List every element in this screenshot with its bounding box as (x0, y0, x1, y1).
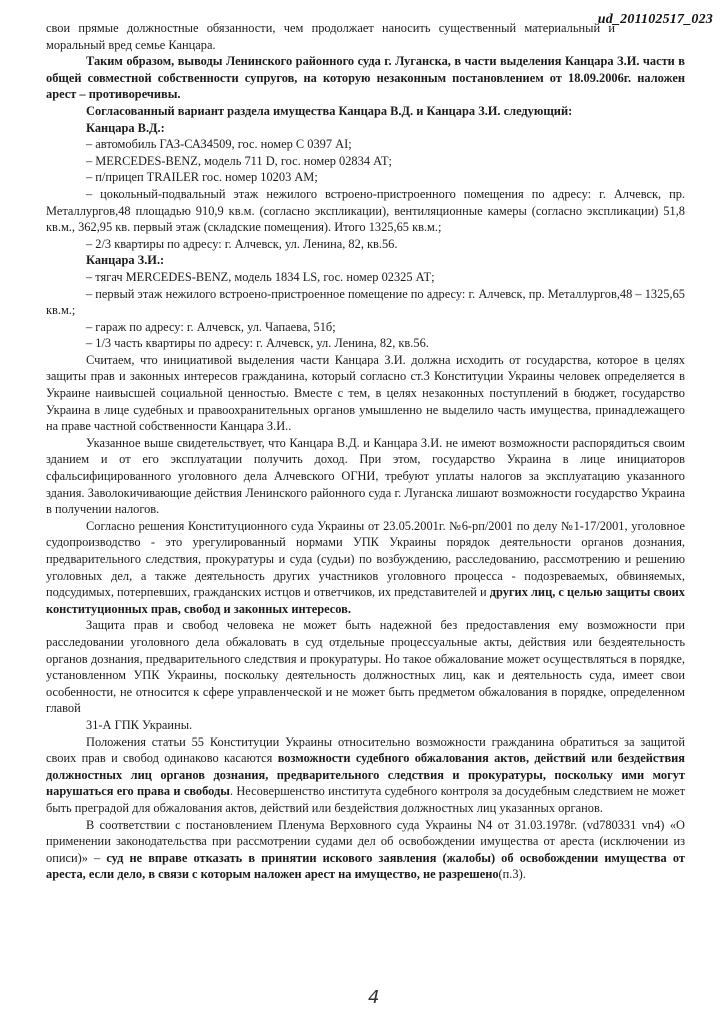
paragraph-conclusion: Таким образом, выводы Ленинского районного суда г. Луганска, в части выделения Канцара З.И. части в общей совместной собственности супругов, на которую незаконным постановлением от 18.09.2006г. наложен арест – противоречивы. (46, 54, 685, 102)
property-item: – первый этаж нежилого встроено-пристроенное помещение по адресу: г. Алчевск, пр. Металлургов,48 – 1325,65 кв.м.; (46, 286, 685, 318)
text-span: . Несовершенство института судебного контроля за досудебным следствием не может быть преградой для обжалования актов, действий или бездействия должностных лиц указанных органов. (46, 784, 686, 815)
paragraph-state-initiative: Считаем, что инициативой выделения части Канцара З.И. должна исходить от государства, которое в целях защиты прав и законных интересов гражданина, который согласно ст.3 Конституции Украины человек определяется в Украине наивысшей социальной ценностью. Вместе с тем, в целях незаконных поступлений в бюджет, государство Украина в лице судебных и правоохранительных органов умышленно не выделило часть имущества, принадлежащего на праве частной собственности Канцара З.И.. (46, 352, 685, 434)
paragraph-protection-rights: Защита прав и свобод человека не может быть надежной без предоставления ему возможности при расследовании уголовного дела обжаловать в суд отдельные процессуальные акты, действия или бездеятельность органов дознания, предварительного следствия и прокуратуры. Но такое обжалование может осуществляться в порядке, установленном УПК Украины, поскольку деятельность должностных лиц, как и деятельность суда, имеет свои особенности, не относится к сфере управленческой и не может быть предметом обжалования в порядке, определенном главой (46, 618, 685, 716)
property-item: – 1/3 часть квартиры по адресу: г. Алчевск, ул. Ленина, 82, кв.56. (86, 336, 429, 351)
property-item: – п/прицеп TRAILER гос. номер 10203 АМ; (86, 170, 318, 185)
owner-heading-kantsara-vd: Канцара В.Д.: (86, 120, 165, 135)
emphasis-text: возможности судебного обжалования актов, действий или бездействия должностных лиц органов дознания, предварительного следствия и прокуратуры, поскольку ими могут нарушаться его права и свободы (46, 751, 685, 799)
paragraph-gpk-reference: 31-А ГПК Украины. (86, 717, 193, 732)
paragraph-plenum-resolution (46, 817, 685, 883)
property-item: – цокольный-подвальный этаж нежилого встроено-пристроенного помещения по адресу: г. Алчевск, пр. Металлургов,48 площадью 910,9 кв.м. (согласно экспликации), вентиляционные камеры (согласно экспликации) 51,8 кв.м., 362,95 кв. первый этаж (складские помещения). Итого 1325,65 кв.м.; (46, 186, 685, 235)
property-item: – MERCEDES-BENZ, модель 711 D, гос. номер 02834 АТ; (86, 153, 392, 168)
text-span: Согласно решения Конституционного суда Украины от 23.05.2001г. №6-рп/2001 по делу №1-17/2001, уголовное судопроизводство - это урегулированный нормами УПК Украины порядок деятельности органов дознания, предварительного следствия, прокуратуры и суда (судьи) по возбуждению, расследованию, рассмотрению и решению уголовных дел, а также деятельность других участников уголовного процесса - подозреваемых, обвиняемых, подсудимых, потерпевших, гражданских истцов и ответчиков, их представителей и (46, 518, 685, 600)
paragraph-constitutional-court (46, 518, 685, 618)
property-item: – тягач MERCEDES-BENZ, модель 1834 LS, гос. номер 02325 АТ; (86, 269, 435, 284)
emphasis-text: суд не вправе отказать в принятии искового заявления (жалобы) об освобождении имущества от ареста, если дело, в связи с которым наложен арест на имущество, не разрешено (46, 850, 685, 882)
text-span: В соответствии с постановлением Пленума Верховного суда Украины N4 от 31.03.1978г. (vd780331 vn4) «О применении законодательства при рассмотрении судами дел об освобождении имущества от ареста (исключении из описи)» – (46, 817, 685, 865)
property-item: – 2/3 квартиры по адресу: г. Алчевск, ул. Ленина, 82, кв.56. (86, 236, 398, 251)
document-id: ud_201102517_023 (597, 12, 713, 27)
paragraph-article-55 (46, 734, 685, 817)
text-span: (п.3). (498, 867, 526, 882)
text-span: Положения статьи 55 Конституции Украины относительно возможности гражданина обратиться за защитой своих прав и свобод одинаково касаются (46, 734, 685, 766)
paragraph-continuation: свои прямые должностные обязанности, чем продолжает наносить существенный материальный и моральный вред семье Канцара. (46, 21, 615, 52)
property-item: – автомобиль ГАЗ-САЗ4509, гос. номер С 0397 AI; (86, 137, 352, 152)
page-number: 4 (368, 987, 380, 1008)
property-item: – гараж по адресу: г. Алчевск, ул. Чапаева, 51б; (86, 319, 336, 334)
paragraph-taxes: Указанное выше свидетельствует, что Канцара В.Д. и Канцара З.И. не имеют возможности распорядиться своим зданием и от его эксплуатации получить доход. При этом, государство Украина в лице инициаторов сфальсифицированного уголовного дела Алчевского ОГНИ, требуют уплаты налогов за эксплуатацию указанного здания. Заволокичивающие действия Ленинского районного суда г. Луганска лишают возможности государство Украина в получении налогов. (46, 435, 685, 517)
owner-heading-kantsara-zi: Канцара З.И.: (86, 253, 165, 268)
emphasis-text: других лиц, с целью защиты своих конституционных прав, свобод и законных интересов. (46, 585, 685, 616)
paragraph-division-heading: Согласованный вариант раздела имущества Канцара В.Д. и Канцара З.И. следующий: (86, 103, 573, 118)
